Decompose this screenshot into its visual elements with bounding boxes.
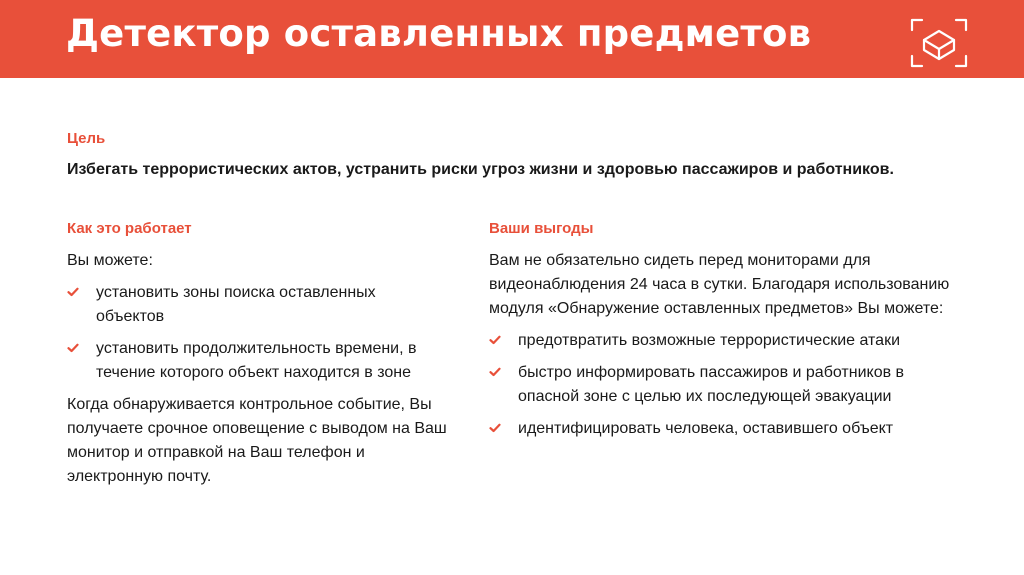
- list-item-text: быстро информировать пассажиров и работников в опасной зоне с целью их последующей эвакуации: [518, 364, 905, 405]
- list-item: [489, 417, 969, 441]
- checkmark-icon: [489, 335, 501, 345]
- goal-text: Избегать террористических актов, устранить риски угроз жизни и здоровью пассажиров и работников.: [67, 161, 894, 178]
- checkmark-icon: [67, 287, 79, 297]
- checkmark-icon: [489, 423, 501, 433]
- benefits-title: Ваши выгоды: [489, 220, 594, 237]
- how-it-works-outro: Когда обнаруживается контрольное событие, Вы получаете срочное оповещение с выводом на Ваш монитор и отправкой на Ваш телефон и электронную почту.: [67, 396, 447, 485]
- how-it-works-title: Как это работает: [67, 220, 192, 237]
- list-item-text: установить продолжительность времени, в течение которого объект находится в зоне: [96, 340, 417, 381]
- checkmark-icon: [489, 367, 501, 377]
- box-scan-icon: [910, 18, 968, 68]
- list-item-text: установить зоны поиска оставленных объектов: [96, 284, 376, 325]
- benefits-section: [489, 220, 969, 449]
- list-item-text: идентифицировать человека, оставившего объект: [518, 420, 894, 437]
- benefits-intro: Вам не обязательно сидеть перед мониторами для видеонаблюдения 24 часа в сутки. Благодаря использованию модуля «Обнаружение оставленных предметов» Вы можете:: [489, 252, 950, 317]
- list-item-text: предотвратить возможные террористические атаки: [518, 332, 901, 349]
- page-title: Детектор оставленных предметов: [66, 12, 812, 55]
- list-item: [489, 361, 969, 409]
- how-it-works-list: [67, 281, 447, 385]
- benefits-list: [489, 329, 969, 441]
- checkmark-icon: [67, 343, 79, 353]
- how-it-works-intro: Вы можете:: [67, 252, 153, 269]
- goal-label: Цель: [67, 130, 106, 147]
- list-item: [67, 337, 447, 385]
- list-item: [489, 329, 969, 353]
- how-it-works-section: [67, 220, 447, 489]
- list-item: [67, 281, 447, 329]
- header-bar: [0, 0, 1024, 78]
